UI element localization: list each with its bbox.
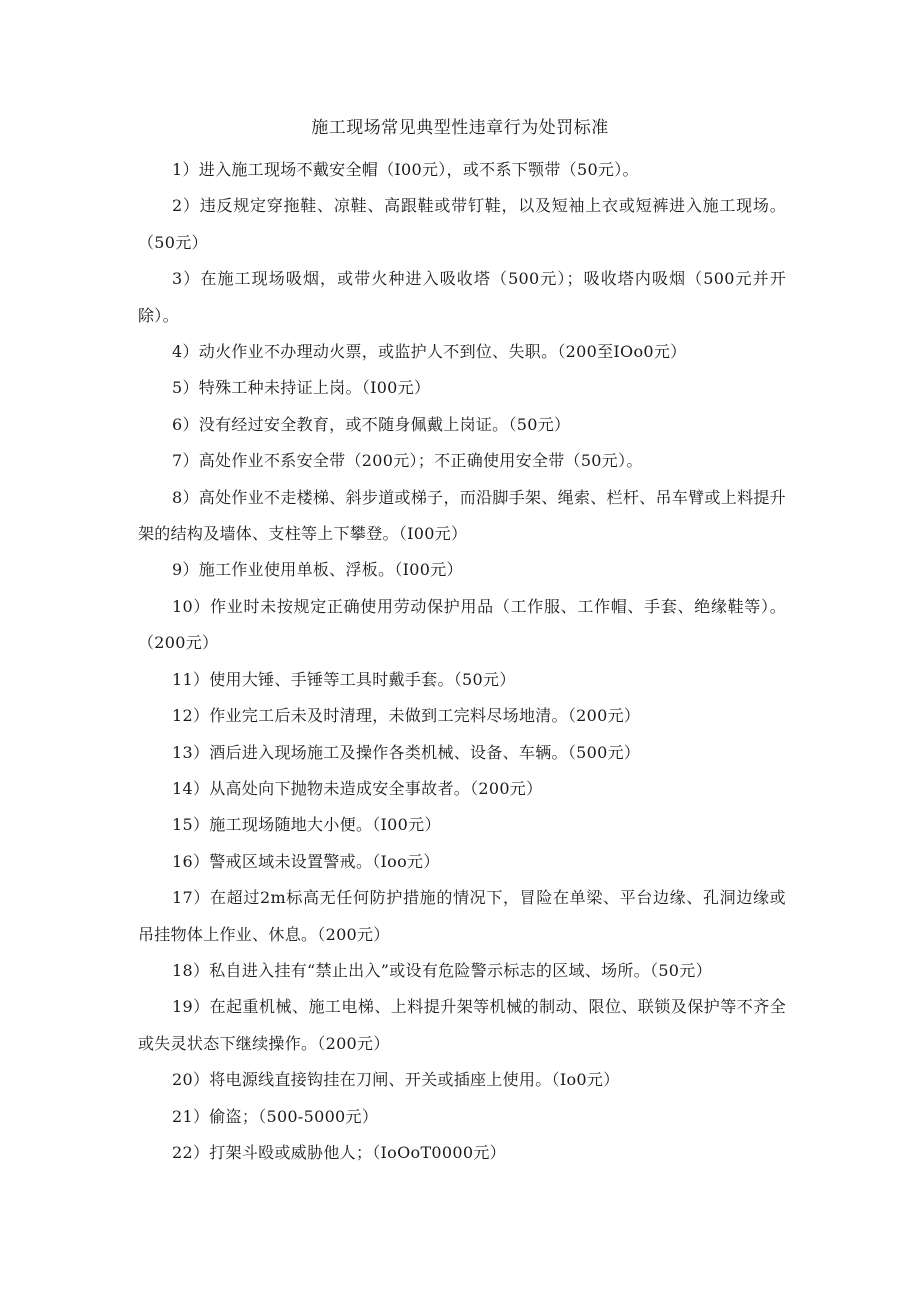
- clause-item: 17）在超过2m标高无任何防护措施的情况下，冒险在单梁、平台边缘、孔洞边缘或吊挂物体上作业、休息。（200元）: [138, 888, 786, 944]
- clause-item: 3）在施工现场吸烟，或带火种进入吸收塔（500元）；吸收塔内吸烟（500元并开除）。: [138, 269, 786, 325]
- clause-item: 22）打架斗殴或威胁他人；（IoOoT0000元）: [172, 1142, 506, 1162]
- clause-item: 14）从高处向下抛物未造成安全事故者。（200元）: [172, 778, 543, 798]
- clause-item: 18）私自进入挂有“禁止出入”或设有危险警示标志的区域、场所。（50元）: [172, 960, 712, 980]
- clause-item: 9）施工作业使用单板、浮板。（I00元）: [172, 560, 463, 580]
- clause-item: 12）作业完工后未及时清理，未做到工完料尽场地清。（200元）: [172, 706, 641, 726]
- clause-item: 6）没有经过安全教育，或不随身佩戴上岗证。（50元）: [172, 414, 571, 434]
- clause-item: 11）使用大锤、手锤等工具时戴手套。（50元）: [172, 669, 516, 689]
- clause-list: [138, 152, 786, 1171]
- clause-item: 10）作业时未按规定正确使用劳动保护用品（工作服、工作帽、手套、绝缘鞋等）。（200元）: [138, 596, 786, 653]
- clause-item: 15）施工现场随地大小便。（I00元）: [172, 815, 441, 835]
- clause-item: 1）进入施工现场不戴安全帽（I00元），或不系下颚带（50元）。: [172, 160, 639, 179]
- clause-item: 4）动火作业不办理动火票，或监护人不到位、失职。（200至IOo0元）: [172, 342, 687, 362]
- clause-item: 7）高处作业不系安全带（200元）；不正确使用安全带（50元）。: [172, 451, 643, 471]
- clause-item: 19）在起重机械、施工电梯、上料提升架等机械的制动、限位、联锁及保护等不齐全或失灵状态下继续操作。（200元）: [138, 997, 786, 1053]
- document-title: 施工现场常见典型性违章行为处罚标准: [311, 118, 609, 138]
- clause-item: 5）特殊工种未持证上岗。（I00元）: [172, 378, 431, 398]
- clause-item: 8）高处作业不走楼梯、斜步道或梯子，而沿脚手架、绳索、栏杆、吊车臂或上料提升架的结构及墙体、支柱等上下攀登。（I00元）: [138, 487, 786, 544]
- clause-item: 20）将电源线直接钩挂在刀闸、开关或插座上使用。（Io0元）: [172, 1070, 620, 1090]
- clause-item: 21）偷盗；（500-5000元）: [172, 1106, 379, 1126]
- clause-item: 13）酒后进入现场施工及操作各类机械、设备、车辆。（500元）: [172, 742, 641, 762]
- clause-item: 2）违反规定穿拖鞋、凉鞋、高跟鞋或带钉鞋，以及短袖上衣或短裤进入施工现场。（50元）: [138, 196, 786, 252]
- clause-item: 16）警戒区域未设置警戒。（Ioo元）: [172, 851, 440, 871]
